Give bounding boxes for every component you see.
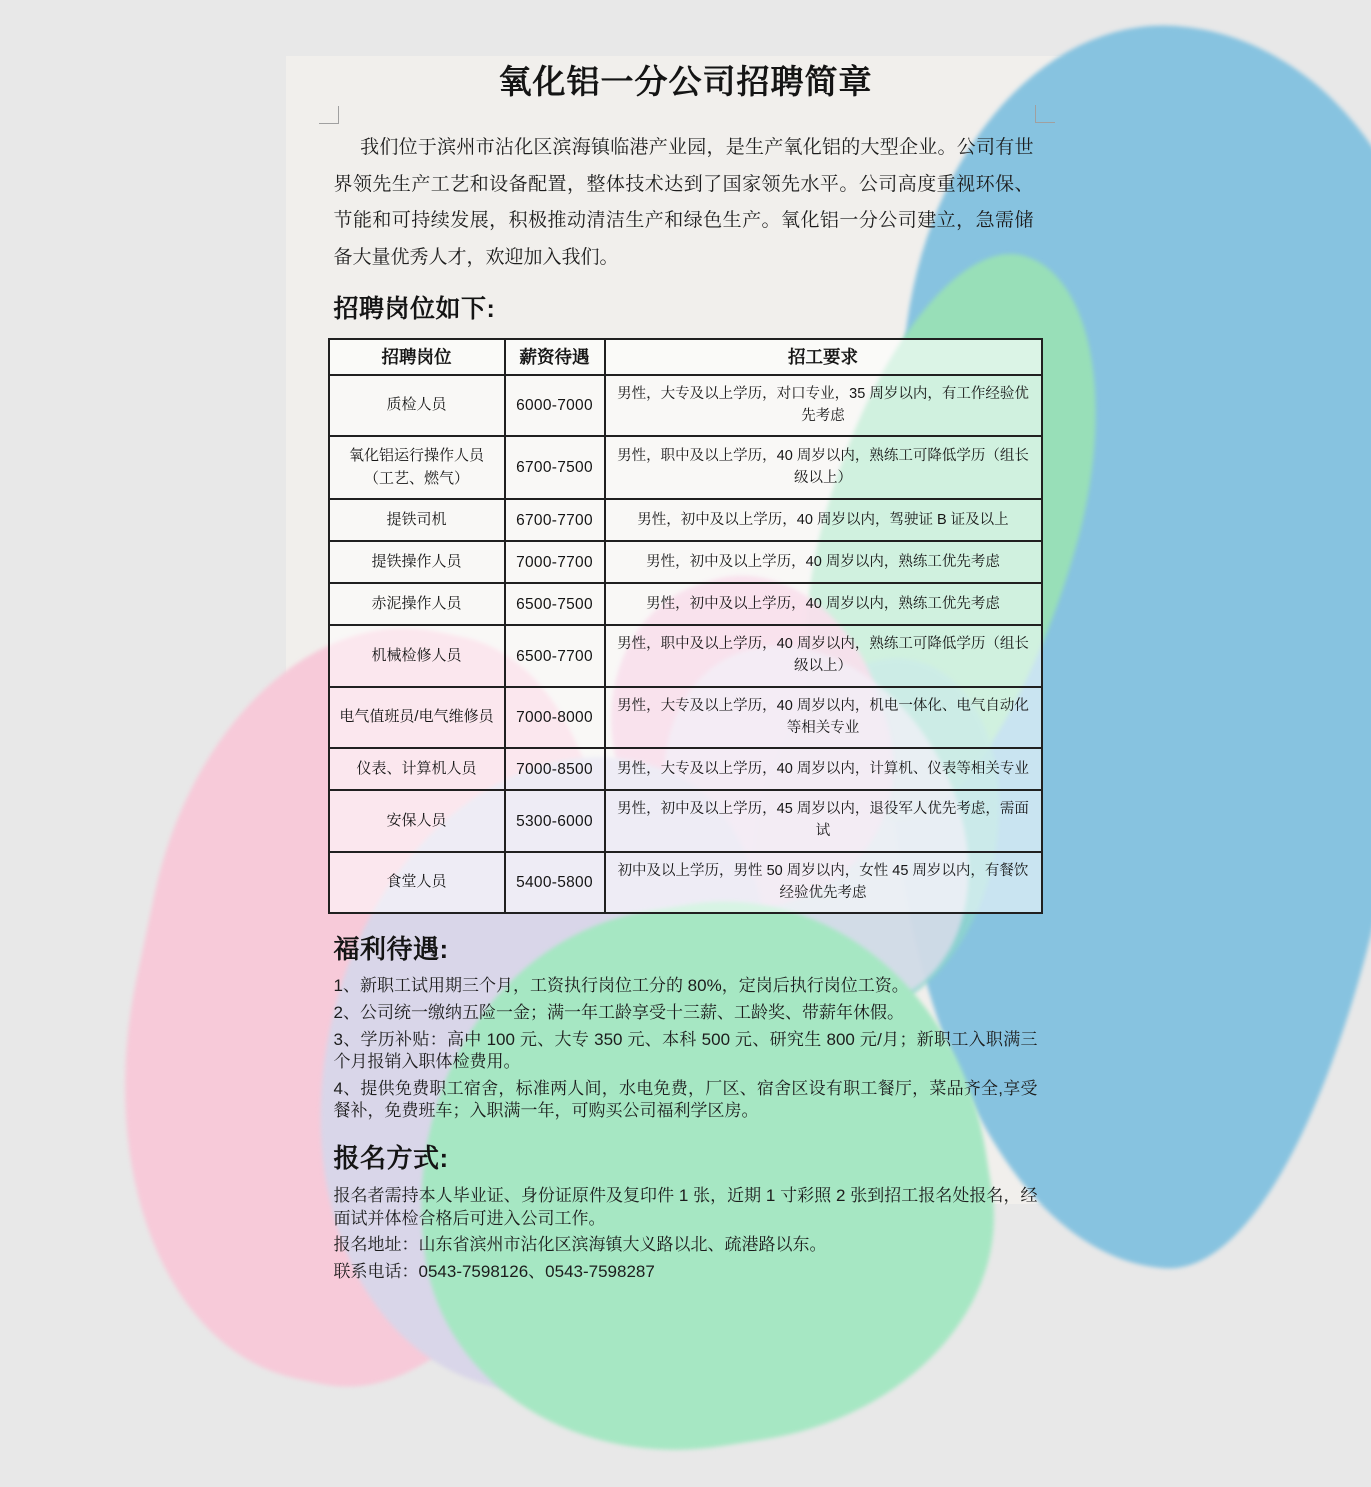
requirements-cell: 男性，职中及以上学历，40 周岁以内，熟练工可降低学历（组长级以上） — [606, 626, 1043, 688]
table-header-cell: 招工要求 — [606, 340, 1043, 376]
position-cell: 电气值班员/电气维修员 — [330, 688, 506, 750]
requirements-cell: 初中及以上学历，男性 50 周岁以内，女性 45 周岁以内，有餐饮经验优先考虑 — [606, 853, 1043, 915]
salary-cell: 7000-8000 — [506, 688, 606, 750]
table-header-cell: 薪资待遇 — [506, 340, 606, 376]
position-cell: 赤泥操作人员 — [330, 584, 506, 626]
salary-cell: 5300-6000 — [506, 791, 606, 853]
document-content — [286, 56, 1086, 1283]
positions-heading: 招聘岗位如下: — [333, 294, 496, 323]
salary-cell: 7000-8500 — [506, 749, 606, 791]
requirements-cell: 男性，初中及以上学历，45 周岁以内，退役军人优先考虑，需面试 — [606, 791, 1043, 853]
position-cell: 机械检修人员 — [330, 626, 506, 688]
salary-cell: 5400-5800 — [506, 853, 606, 915]
recruitment-poster — [286, 56, 1086, 1281]
apply-instructions: 报名者需持本人毕业证、身份证原件及复印件 1 张，近期 1 寸彩照 2 张到招工报名处报名，经面试并体检合格后可进入公司工作。 — [333, 1186, 1038, 1228]
welfare-list — [334, 975, 1038, 1123]
position-cell: 提铁操作人员 — [330, 542, 506, 584]
salary-cell: 7000-7700 — [506, 542, 606, 584]
apply-heading: 报名方式: — [333, 1143, 449, 1174]
requirements-cell: 男性，大专及以上学历，对口专业，35 周岁以内，有工作经验优先考虑 — [606, 376, 1043, 438]
position-cell: 提铁司机 — [330, 500, 506, 542]
requirements-cell: 男性，初中及以上学历，40 周岁以内，熟练工优先考虑 — [606, 584, 1043, 626]
apply-phone: 联系电话：0543-7598126、0543-7598287 — [333, 1261, 655, 1281]
welfare-item: 2、公司统一缴纳五险一金；满一年工龄享受十三薪、工龄奖、带薪年休假。 — [333, 1002, 904, 1022]
requirements-cell: 男性，大专及以上学历，40 周岁以内，机电一体化、电气自动化等相关专业 — [606, 688, 1043, 750]
salary-cell: 6000-7000 — [506, 376, 606, 438]
position-cell: 安保人员 — [330, 791, 506, 853]
position-cell: 仪表、计算机人员 — [330, 749, 506, 791]
welfare-item: 4、提供免费职工宿舍，标准两人间，水电免费，厂区、宿舍区设有职工餐厅，菜品齐全,享受餐补，免费班车；入职满一年，可购买公司福利学区房。 — [333, 1078, 1038, 1121]
salary-cell: 6500-7500 — [506, 584, 606, 626]
company-intro: 我们位于滨州市沾化区滨海镇临港产业园，是生产氧化铝的大型企业。公司有世界领先生产工艺和设备配置，整体技术达到了国家领先水平。公司高度重视环保、节能和可持续发展，积极推动清洁生产和绿色生产。氧化铝一分公司建立，急需储备大量优秀人才，欢迎加入我们。 — [333, 137, 1034, 268]
welfare-item: 3、学历补贴：高中 100 元、大专 350 元、本科 500 元、研究生 800 元/月；新职工入职满三个月报销入职体检费用。 — [333, 1029, 1038, 1072]
page-title: 氧化铝一分公司招聘简章 — [498, 63, 873, 100]
salary-cell: 6700-7500 — [506, 437, 606, 500]
jobs-table — [328, 338, 1043, 915]
requirements-cell: 男性，初中及以上学历，40 周岁以内，熟练工优先考虑 — [606, 542, 1043, 584]
position-cell: 食堂人员 — [330, 853, 506, 915]
position-cell: 质检人员 — [330, 376, 506, 438]
welfare-item: 1、新职工试用期三个月，工资执行岗位工分的 80%，定岗后执行岗位工资。 — [333, 976, 909, 996]
requirements-cell: 男性，大专及以上学历，40 周岁以内，计算机、仪表等相关专业 — [606, 749, 1043, 791]
requirements-cell: 男性，初中及以上学历，40 周岁以内，驾驶证 B 证及以上 — [606, 500, 1043, 542]
salary-cell: 6700-7700 — [506, 500, 606, 542]
apply-address: 报名地址：山东省滨州市沾化区滨海镇大义路以北、疏港路以东。 — [333, 1235, 827, 1255]
requirements-cell: 男性，职中及以上学历，40 周岁以内，熟练工可降低学历（组长级以上） — [606, 437, 1043, 500]
salary-cell: 6500-7700 — [506, 626, 606, 688]
position-cell: 氧化铝运行操作人员 （工艺、燃气） — [330, 437, 506, 500]
table-header-cell: 招聘岗位 — [330, 340, 506, 376]
welfare-heading: 福利待遇: — [333, 934, 449, 965]
